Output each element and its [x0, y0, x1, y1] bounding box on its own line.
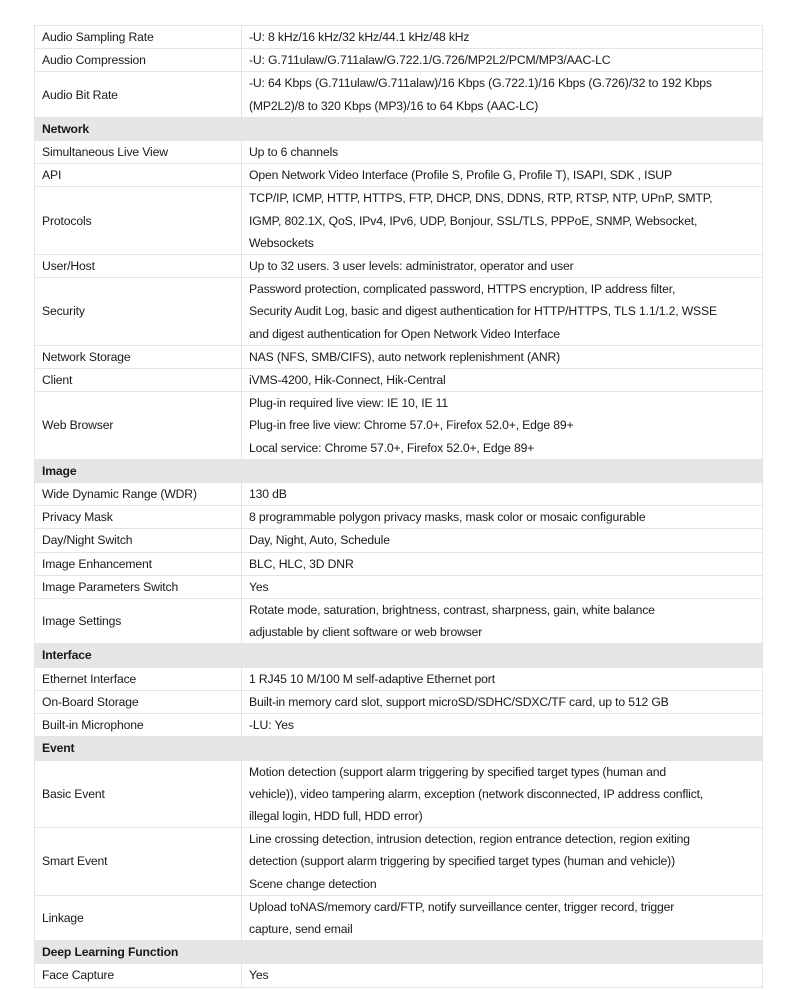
- spec-value-line: capture, send email: [249, 921, 353, 936]
- spec-value-line: BLC, HLC, 3D DNR: [249, 556, 354, 571]
- spec-value: [242, 187, 763, 255]
- spec-value: [242, 599, 763, 644]
- spec-value-line: Up to 6 channels: [249, 145, 339, 160]
- spec-label: Privacy Mask: [35, 506, 242, 529]
- spec-row: [35, 529, 763, 552]
- spec-row: [35, 667, 763, 690]
- spec-value: [242, 72, 763, 117]
- spec-label: API: [35, 164, 242, 187]
- spec-label: Face Capture: [35, 964, 242, 987]
- spec-value: [242, 667, 763, 690]
- spec-value-line: Local service: Chrome 57.0+, Firefox 52.0+, Edge 89+: [249, 440, 535, 455]
- specification-table-body: [35, 26, 763, 988]
- spec-value: [242, 529, 763, 552]
- spec-row: [35, 575, 763, 598]
- spec-row: [35, 392, 763, 460]
- spec-value: [242, 26, 763, 49]
- spec-label: Image Enhancement: [35, 552, 242, 575]
- spec-label: Web Browser: [35, 392, 242, 460]
- spec-value-line: NAS (NFS, SMB/CIFS), auto network replenishment (ANR): [249, 349, 561, 364]
- spec-value-line: iVMS-4200, Hik-Connect, Hik-Central: [249, 373, 446, 388]
- spec-value: [242, 369, 763, 392]
- spec-value-line: Plug-in free live view: Chrome 57.0+, Firefox 52.0+, Edge 89+: [249, 418, 574, 433]
- specification-table: [34, 25, 763, 988]
- spec-row: [35, 828, 763, 896]
- spec-value-line: -U: G.711ulaw/G.711alaw/G.722.1/G.726/MP2L2/PCM/MP3/AAC-LC: [249, 53, 611, 68]
- spec-label: User/Host: [35, 255, 242, 278]
- spec-value-line: and digest authentication for Open Network Video Interface: [249, 326, 560, 341]
- spec-value-line: illegal login, HDD full, HDD error): [249, 808, 423, 823]
- spec-row: [35, 690, 763, 713]
- spec-value: [242, 964, 763, 987]
- spec-value-line: 130 dB: [249, 487, 287, 502]
- spec-value-line: TCP/IP, ICMP, HTTP, HTTPS, FTP, DHCP, DNS, DDNS, RTP, RTSP, NTP, UPnP, SMTP,: [249, 191, 713, 206]
- spec-row: [35, 278, 763, 346]
- spec-label: Image Settings: [35, 599, 242, 644]
- spec-value: [242, 828, 763, 896]
- spec-value: [242, 278, 763, 346]
- spec-row: [35, 255, 763, 278]
- spec-row: [35, 483, 763, 506]
- spec-value: [242, 164, 763, 187]
- spec-value-line: Built-in memory card slot, support microSD/SDHC/SDXC/TF card, up to 512 GB: [249, 694, 669, 709]
- spec-label: Day/Night Switch: [35, 529, 242, 552]
- section-title: Interface: [35, 644, 763, 667]
- spec-value-line: -U: 64 Kbps (G.711ulaw/G.711alaw)/16 Kbps (G.722.1)/16 Kbps (G.726)/32 to 192 Kbps: [249, 76, 712, 91]
- spec-label: Built-in Microphone: [35, 714, 242, 737]
- section-header-row: [35, 459, 763, 482]
- spec-value-line: Line crossing detection, intrusion detection, region entrance detection, region exiting: [249, 832, 690, 847]
- spec-row: [35, 552, 763, 575]
- spec-row: [35, 164, 763, 187]
- spec-value-line: 8 programmable polygon privacy masks, mask color or mosaic configurable: [249, 510, 646, 525]
- spec-value-line: Scene change detection: [249, 876, 377, 891]
- spec-label: Linkage: [35, 895, 242, 940]
- spec-label: Image Parameters Switch: [35, 575, 242, 598]
- spec-label: Network Storage: [35, 345, 242, 368]
- spec-value: [242, 255, 763, 278]
- spec-row: [35, 72, 763, 117]
- spec-row: [35, 26, 763, 49]
- spec-label: Security: [35, 278, 242, 346]
- spec-value-line: Motion detection (support alarm triggering by specified target types (human and: [249, 764, 666, 779]
- section-title: Image: [35, 459, 763, 482]
- spec-value-line: vehicle)), video tampering alarm, exception (network disconnected, IP address conflict,: [249, 786, 704, 801]
- spec-row: [35, 599, 763, 644]
- section-header-row: [35, 941, 763, 964]
- spec-value: [242, 895, 763, 940]
- spec-label: Basic Event: [35, 760, 242, 828]
- spec-label: Smart Event: [35, 828, 242, 896]
- spec-value: [242, 141, 763, 164]
- spec-value-line: adjustable by client software or web browser: [249, 625, 483, 640]
- section-header-row: [35, 117, 763, 140]
- spec-label: Audio Compression: [35, 49, 242, 72]
- spec-value-line: Yes: [249, 968, 269, 983]
- spec-label: On-Board Storage: [35, 690, 242, 713]
- section-header-row: [35, 644, 763, 667]
- spec-value-line: IGMP, 802.1X, QoS, IPv4, IPv6, UDP, Bonjour, SSL/TLS, PPPoE, SNMP, Websocket,: [249, 213, 698, 228]
- spec-value-line: (MP2L2)/8 to 320 Kbps (MP3)/16 to 64 Kbps (AAC-LC): [249, 98, 539, 113]
- spec-value-line: -U: 8 kHz/16 kHz/32 kHz/44.1 kHz/48 kHz: [249, 30, 470, 44]
- spec-row: [35, 714, 763, 737]
- spec-label: Client: [35, 369, 242, 392]
- spec-row: [35, 369, 763, 392]
- spec-value-line: Websockets: [249, 235, 314, 250]
- spec-value-line: Day, Night, Auto, Schedule: [249, 533, 390, 548]
- section-header-row: [35, 737, 763, 760]
- spec-label: Ethernet Interface: [35, 667, 242, 690]
- spec-value: [242, 760, 763, 828]
- spec-row: [35, 506, 763, 529]
- spec-value: [242, 483, 763, 506]
- spec-value: [242, 575, 763, 598]
- spec-value-line: Plug-in required live view: IE 10, IE 11: [249, 396, 449, 411]
- spec-label: Wide Dynamic Range (WDR): [35, 483, 242, 506]
- spec-label: Simultaneous Live View: [35, 141, 242, 164]
- spec-value-line: Yes: [249, 579, 269, 594]
- spec-label: Audio Bit Rate: [35, 72, 242, 117]
- spec-value-line: Open Network Video Interface (Profile S, Profile G, Profile T), ISAPI, SDK , ISUP: [249, 168, 672, 183]
- section-title: Deep Learning Function: [35, 941, 763, 964]
- spec-label: Protocols: [35, 187, 242, 255]
- spec-row: [35, 964, 763, 987]
- spec-value: [242, 392, 763, 460]
- spec-value-line: -LU: Yes: [249, 718, 294, 733]
- spec-value: [242, 552, 763, 575]
- spec-value-line: 1 RJ45 10 M/100 M self-adaptive Ethernet port: [249, 671, 495, 686]
- spec-row: [35, 760, 763, 828]
- spec-value: [242, 49, 763, 72]
- spec-value: [242, 690, 763, 713]
- spec-value: [242, 714, 763, 737]
- spec-label: Audio Sampling Rate: [35, 26, 242, 49]
- section-title: Event: [35, 737, 763, 760]
- spec-value: [242, 345, 763, 368]
- spec-row: [35, 49, 763, 72]
- spec-value-line: Up to 32 users. 3 user levels: administrator, operator and user: [249, 259, 574, 274]
- spec-row: [35, 187, 763, 255]
- section-title: Network: [35, 117, 763, 140]
- spec-value-line: Rotate mode, saturation, brightness, contrast, sharpness, gain, white balance: [249, 603, 655, 618]
- spec-value-line: detection (support alarm triggering by specified target types (human and vehicle)): [249, 854, 675, 869]
- spec-value-line: Security Audit Log, basic and digest authentication for HTTP/HTTPS, TLS 1.1/1.2, WSSE: [249, 304, 717, 319]
- spec-value-line: Upload toNAS/memory card/FTP, notify surveillance center, trigger record, trigger: [249, 899, 675, 914]
- spec-row: [35, 345, 763, 368]
- spec-value-line: Password protection, complicated password, HTTPS encryption, IP address filter,: [249, 282, 676, 297]
- spec-value: [242, 506, 763, 529]
- spec-row: [35, 895, 763, 940]
- spec-row: [35, 141, 763, 164]
